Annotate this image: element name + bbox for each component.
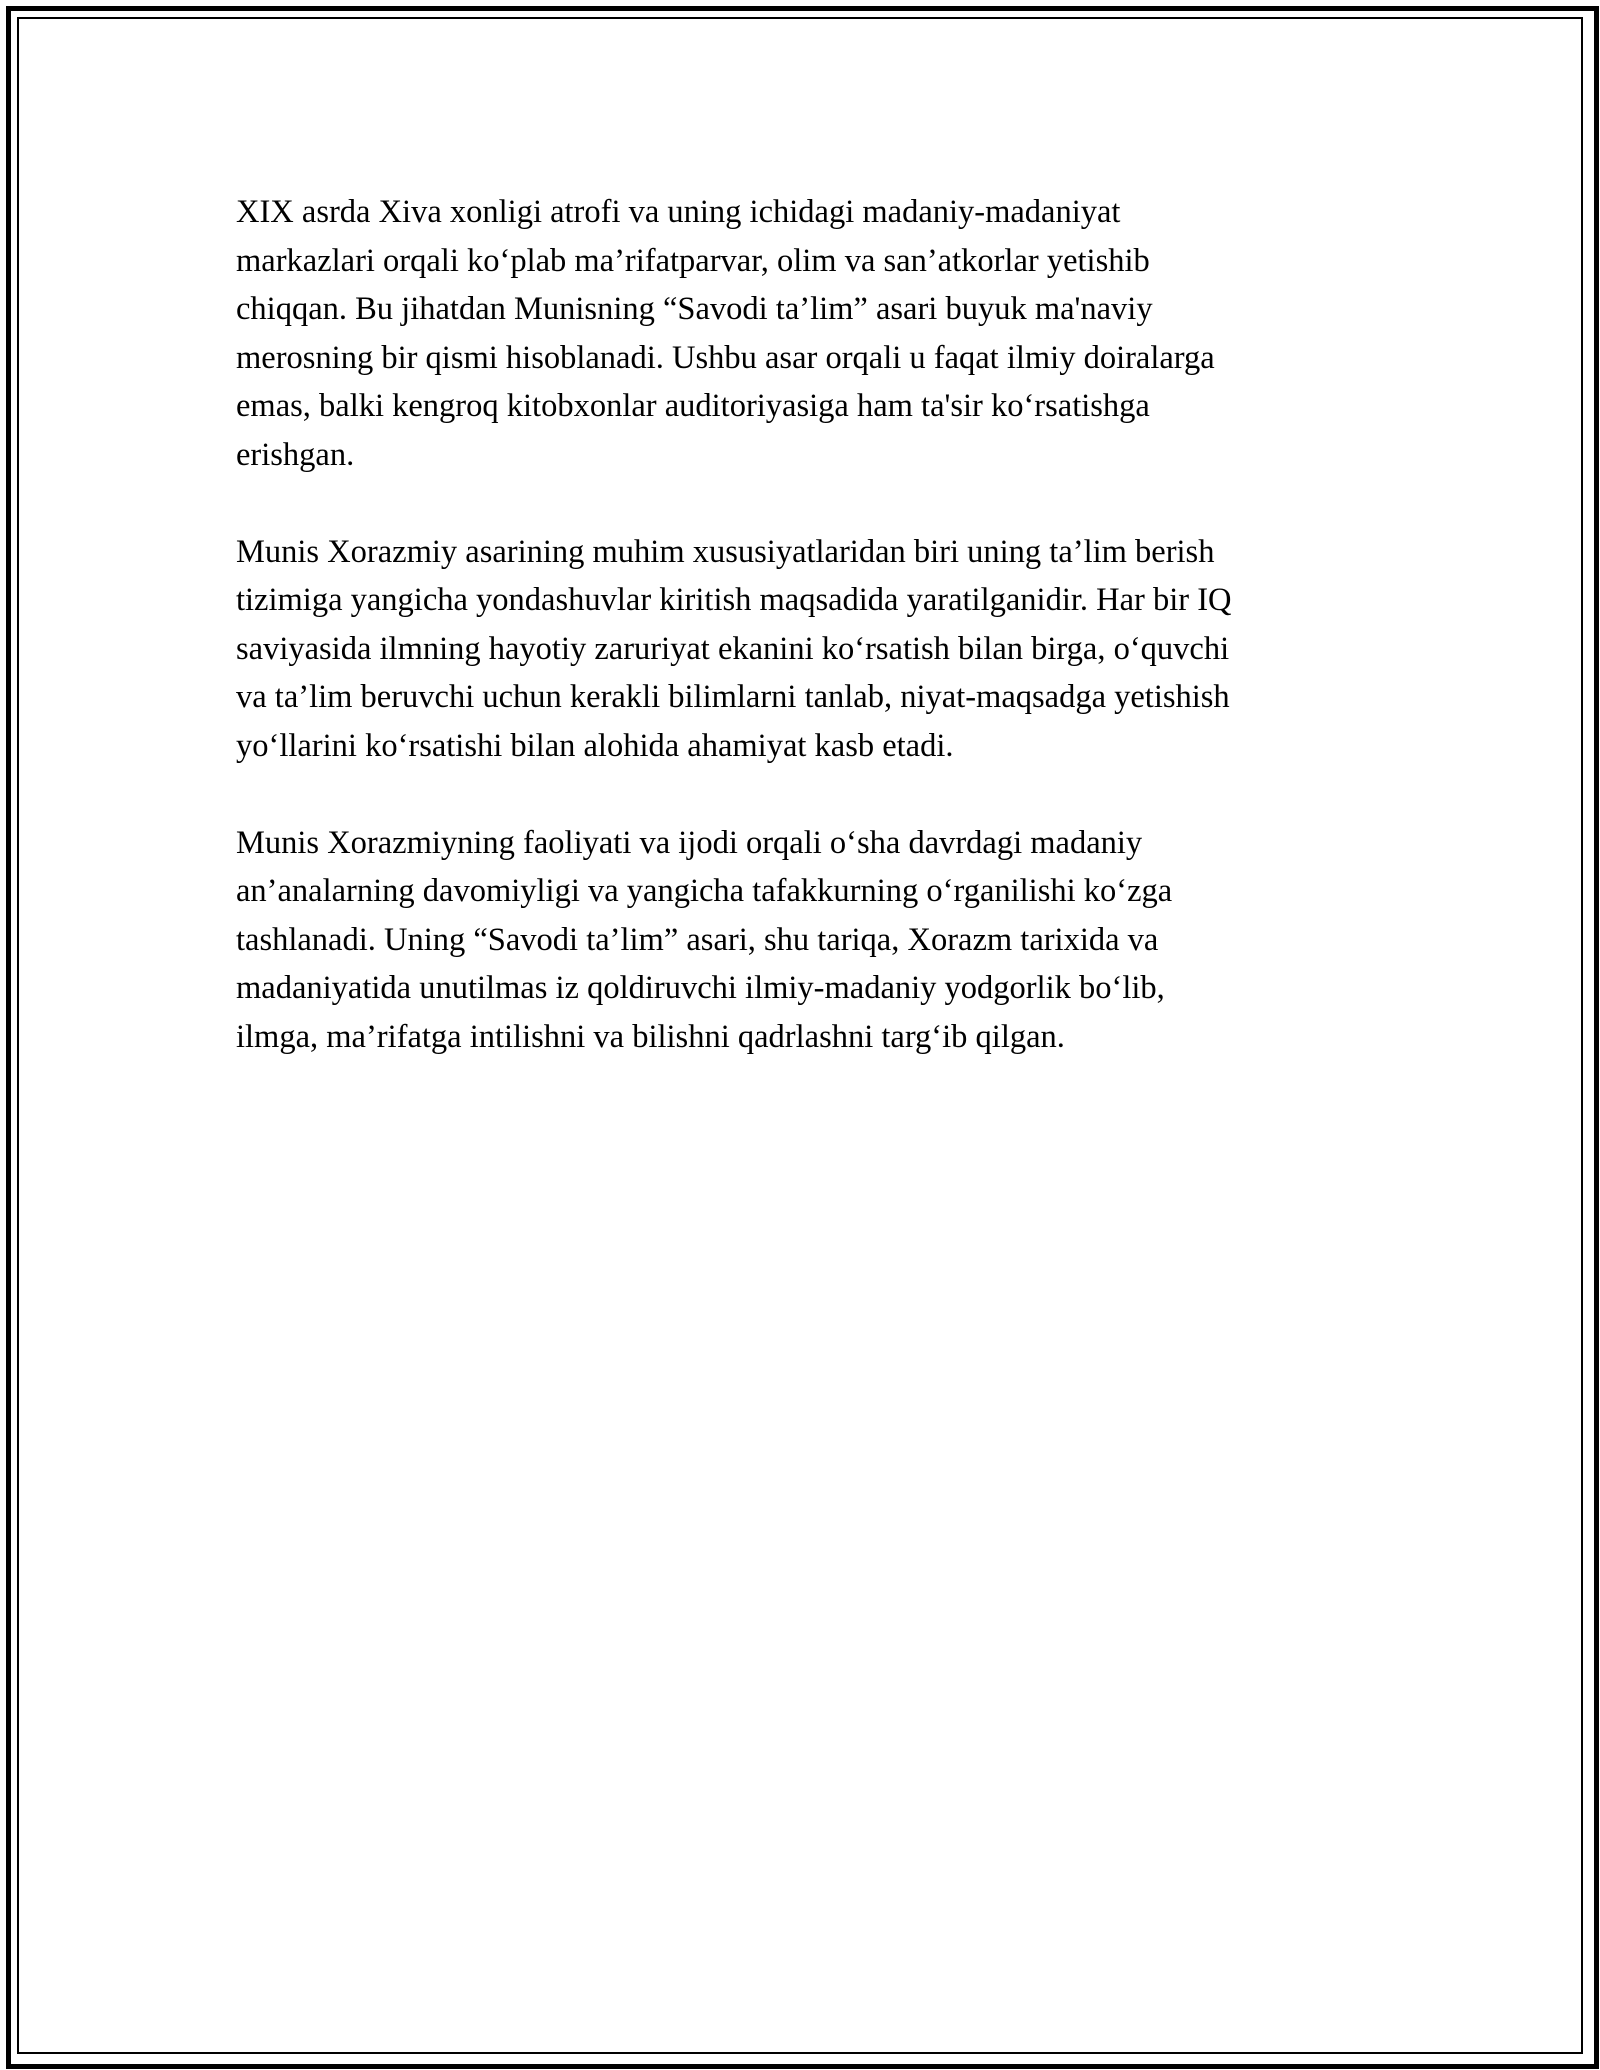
paragraph-3 [236,819,1386,1062]
paragraph-line: merosning bir qismi hisoblanadi. Ushbu asar orqali u faqat ilmiy doiralarga [236,339,1215,376]
paragraph-line: va ta’lim beruvchi uchun kerakli bilimlarni tanlab, niyat-maqsadga yetishish [236,679,1230,715]
paragraph-line: tashlanadi. Uning “Savodi ta’lim” asari, shu tariqa, Xorazm tarixida va [236,921,1159,958]
paragraph-line: markazlari orqali ko‘plab ma’rifatparvar, olim va san’atkorlar yetishib [236,242,1150,279]
paragraph-line: yo‘llarini ko‘rsatishi bilan alohida ahamiyat kasb etadi. [236,727,954,764]
paragraph-line: an’analarning davomiyligi va yangicha tafakkurning o‘rganilishi ko‘zga [236,873,1173,909]
paragraph-line: chiqqan. Bu jihatdan Munisning “Savodi ta’lim” asari buyuk ma'naviy [236,291,1153,327]
paragraph-line: Munis Xorazmiy asarining muhim xususiyatlaridan biri uning ta’lim berish [236,533,1215,570]
paragraph-line: ilmga, ma’rifatga intilishni va bilishni qadrlashni targ‘ib qilgan. [236,1018,1065,1055]
document-body [236,188,1386,1110]
paragraph-line: XIX asrda Xiva xonligi atrofi va uning ichidagi madaniy-madaniyat [236,194,1121,230]
paragraph-2 [236,528,1386,771]
paragraph-line: tizimiga yangicha yondashuvlar kiritish maqsadida yaratilganidir. Har bir IQ [236,582,1232,618]
paragraph-line: madaniyatida unutilmas iz qoldiruvchi ilmiy-madaniy yodgorlik bo‘lib, [236,970,1165,1006]
paragraph-line: emas, balki kengroq kitobxonlar auditoriyasiga ham ta'sir ko‘rsatishga [236,388,1150,424]
paragraph-line: erishgan. [236,436,355,473]
paragraph-1 [236,188,1386,479]
paragraph-line: Munis Xorazmiyning faoliyati va ijodi orqali o‘sha davrdagi madaniy [236,824,1143,861]
paragraph-line: saviyasida ilmning hayotiy zaruriyat ekanini ko‘rsatish bilan birga, o‘quvchi [236,630,1230,667]
